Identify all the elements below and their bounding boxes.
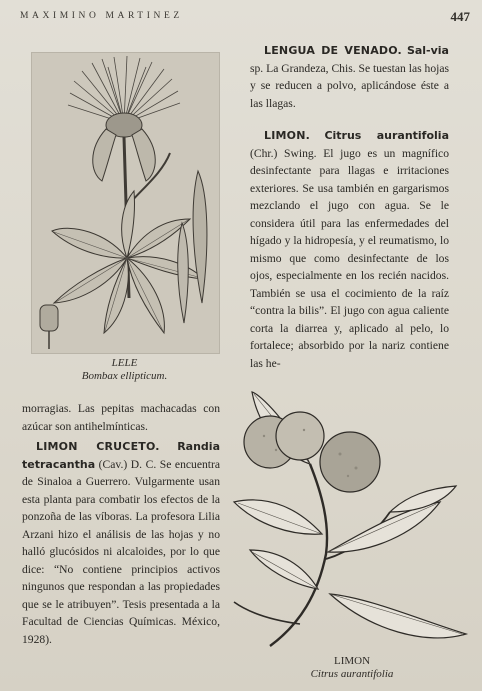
cruceto-body: (Cav.) D. C. Se encuentra de Sinaloa a Guerrero. Vulgarmente usan esta planta para combatir los efectos de la ponzoña de las víboras. La profesora Lilia Arzani hizo el análisis de las hojas y no halló glucósidos ni alcaloides, por lo que dice: “No contiene principios activos ningunos que respondan a las propiedades que se le atribuyen”. Tesis presentada a la Facultad de Ciencias Químicas. México, 1928). [22, 457, 220, 646]
limon-body: (Chr.) Swing. El jugo es un magnífico desinfectante para llagas e irritaciones exteriores. Se usa también en gargarismos mezclando el jugo con agua. Se le considera útil para las enfermedades del hígado y la hidropesía, y el reumatismo, lo mismo que como desinfectante de los ojos, especialmente en los recién nacidos. También se usa el cocimiento de la raíz “contra la bilis”. El jugo con agua caliente corta la diarrea y, aplicado al pelo, lo fortalece; absorbido por la nariz contiene las he- [250, 146, 449, 370]
limon-latin-name: Citrus aurantifolia [324, 129, 449, 142]
limon-heading: LIMON. [264, 129, 310, 142]
lele-caption [31, 357, 218, 383]
right-column [250, 42, 449, 372]
lele-caption-scientific: Bombax ellipticum. [81, 370, 168, 382]
bombax-plant-drawing [32, 53, 219, 353]
lengua-de-venado-entry [250, 42, 449, 112]
lengua-heading: LENGUA DE VENADO. [264, 44, 402, 57]
limon-cruceto-entry [22, 438, 220, 648]
running-head: MAXIMINO MARTINEZ [20, 11, 183, 21]
left-column [22, 400, 220, 648]
limon-caption-title: LIMON [333, 655, 371, 667]
limon-entry [250, 127, 449, 372]
lengua-latin-name: Sal-via [406, 44, 449, 57]
page-number: 447 [450, 9, 470, 24]
lengua-body: sp. La Grandeza, Chis. Se tuestan las hojas y se reducen a polvo, aplicándose éste a las llagas. [250, 61, 449, 110]
continuation-paragraph: morragias. Las pepitas machacadas con azúcar son antihelmínticas. [22, 402, 220, 433]
limon-caption [262, 655, 442, 681]
lele-caption-title: LELE [111, 357, 138, 369]
citrus-branch-drawing [230, 384, 470, 652]
cruceto-heading: LIMON CRUCETO. [36, 440, 160, 453]
limon-illustration [230, 384, 470, 652]
lele-illustration [31, 52, 220, 354]
cruceto-latin-name: Randia tetracantha [22, 440, 220, 471]
limon-caption-scientific: Citrus aurantifolia [310, 668, 394, 680]
